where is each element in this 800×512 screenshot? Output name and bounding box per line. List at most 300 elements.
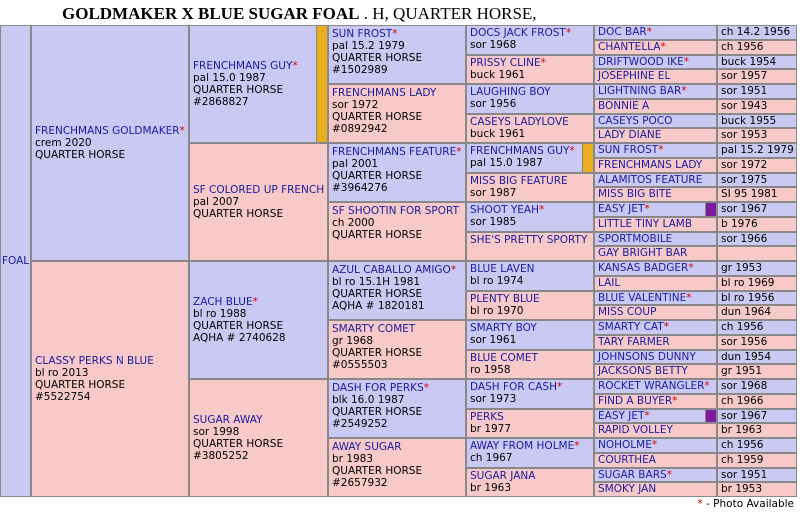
gen4-horse-cell xyxy=(466,409,594,439)
gen4-horse-cell xyxy=(466,114,594,144)
horse-breed: QUARTER HORSE xyxy=(35,379,126,391)
gen2-horse-name[interactable] xyxy=(193,184,324,196)
horse-breed: QUARTER HORSE xyxy=(193,84,284,96)
gen3-horse-cell xyxy=(328,438,466,497)
gen5-horse-name[interactable] xyxy=(598,247,713,260)
gen4-horse-name[interactable] xyxy=(470,293,590,305)
gen3-horse-name[interactable] xyxy=(332,28,462,40)
gen4-horse-name[interactable] xyxy=(470,175,590,187)
gen5-horse-name[interactable] xyxy=(598,70,713,83)
horse-details: pal 15.0 1987 xyxy=(193,72,266,84)
horse-name[interactable]: SF COLORED UP FRENCH xyxy=(193,184,325,196)
photo-star-icon: * xyxy=(292,60,298,72)
photo-star-icon: * xyxy=(663,321,669,333)
horse-details: buck 1961 xyxy=(470,127,526,140)
gen2-horse-name[interactable] xyxy=(193,60,324,72)
horse-name[interactable]: DRIFTWOOD IKE xyxy=(598,55,684,68)
horse-name[interactable]: PRISSY CLINE xyxy=(470,56,541,69)
gen5-horse-cell xyxy=(594,187,717,202)
gen5-horse-cell xyxy=(594,468,717,483)
gen5-horse-info: ch 1966 xyxy=(717,394,797,409)
horse-details: pal 15.0 1987 xyxy=(470,157,543,169)
color-marker-purple xyxy=(705,409,717,424)
horse-details: pal 2001 xyxy=(332,158,379,170)
horse-details: ch 2000 xyxy=(332,217,375,229)
horse-details: sor 1972 xyxy=(332,99,379,111)
gen5-horse-name[interactable] xyxy=(598,439,713,452)
gen4-horse-name[interactable] xyxy=(470,86,590,98)
gen4-horse-name[interactable] xyxy=(470,381,590,393)
gen5-horse-info: gr 1953 xyxy=(717,261,797,276)
gen5-horse-name[interactable] xyxy=(598,174,713,187)
gen3-horse-name[interactable] xyxy=(332,87,462,99)
gen4-horse-cell xyxy=(466,379,594,409)
gen5-horse-cell xyxy=(594,173,717,188)
horse-name[interactable]: CASEYS POCO xyxy=(598,114,673,127)
gen4-horse-cell xyxy=(466,55,594,85)
horse-name[interactable]: MISS COUP xyxy=(598,306,657,319)
gen4-horse-name[interactable] xyxy=(470,234,590,246)
gen5-horse-cell xyxy=(594,69,717,84)
horse-name[interactable]: LADY DIANE xyxy=(598,129,662,142)
gen5-horse-cell xyxy=(594,423,717,438)
horse-name[interactable]: FRENCHMANS GUY xyxy=(470,145,570,157)
horse-name[interactable]: FRENCHMANS GOLDMAKER xyxy=(35,125,180,137)
horse-registration: AQHA # 2740628 xyxy=(193,332,286,344)
horse-name[interactable]: CLASSY PERKS N BLUE xyxy=(35,355,154,367)
horse-name[interactable]: SHE'S PRETTY SPORTY xyxy=(470,233,588,246)
gen5-horse-name[interactable] xyxy=(598,351,713,364)
horse-name[interactable]: DASH FOR CASH xyxy=(470,381,557,393)
horse-name[interactable]: FRENCHMANS FEATURE xyxy=(332,146,457,158)
horse-details: blk 16.0 1987 xyxy=(332,394,405,406)
gen4-horse-cell xyxy=(466,173,594,203)
gen2-horse-cell xyxy=(189,25,328,143)
gen4-horse-name[interactable] xyxy=(470,27,590,39)
page-title-suffix: . H, QUARTER HORSE, xyxy=(359,4,537,23)
gen5-horse-info: ch 14.2 1956 xyxy=(717,25,797,40)
gen5-horse-name[interactable] xyxy=(598,292,713,305)
gen2-horse-cell xyxy=(189,143,328,261)
gen2-horse-cell xyxy=(189,261,328,379)
horse-name[interactable]: MISS BIG BITE xyxy=(598,188,672,201)
gen5-horse-name[interactable] xyxy=(598,469,713,482)
horse-name[interactable]: SUN FROST xyxy=(598,144,659,156)
horse-details: br 1983 xyxy=(332,453,374,465)
horse-details: buck 1961 xyxy=(470,68,526,81)
photo-star-icon: * xyxy=(456,146,462,158)
horse-name[interactable]: SHOOT YEAH xyxy=(470,204,539,216)
gen5-horse-cell xyxy=(594,394,717,409)
photo-star-icon: * xyxy=(672,394,678,407)
horse-registration: #0892942 xyxy=(332,123,388,135)
gen3-horse-name[interactable] xyxy=(332,146,462,158)
gen5-horse-info: sor 1953 xyxy=(717,128,797,143)
photo-star-icon: * xyxy=(179,125,185,137)
gen5-horse-cell xyxy=(594,143,717,158)
photo-star-icon: * xyxy=(565,27,572,39)
gen5-horse-cell xyxy=(594,202,717,217)
horse-name[interactable]: MISS BIG FEATURE xyxy=(470,174,568,187)
gen5-horse-name[interactable] xyxy=(598,380,713,393)
gen5-horse-info: sor 1972 xyxy=(717,158,797,173)
gen5-horse-info: sor 1943 xyxy=(717,99,797,114)
gen3-horse-name[interactable] xyxy=(332,441,462,453)
horse-name[interactable]: LAUGHING BOY xyxy=(470,86,551,98)
gen4-horse-cell xyxy=(466,25,594,55)
gen5-horse-name[interactable] xyxy=(598,483,713,496)
horse-details: sor 1985 xyxy=(470,216,517,228)
gen3-horse-name[interactable] xyxy=(332,382,462,394)
gen4-horse-name[interactable] xyxy=(470,263,590,275)
photo-star-icon: * xyxy=(688,262,694,274)
gen5-horse-cell xyxy=(594,276,717,291)
photo-star-icon: * xyxy=(681,85,687,97)
gen4-horse-cell xyxy=(466,232,594,262)
horse-name[interactable]: LAIL xyxy=(598,276,621,289)
horse-name[interactable]: SUGAR JANA xyxy=(470,469,536,482)
gen5-horse-info: sor 1966 xyxy=(717,232,797,247)
page-title xyxy=(62,4,537,24)
photo-star-icon: * xyxy=(450,264,457,276)
gen5-horse-cell xyxy=(594,84,717,99)
gen5-horse-info: dun 1954 xyxy=(717,350,797,365)
gen5-horse-info: pal 15.2 1979 xyxy=(717,143,797,158)
horse-registration: #2657932 xyxy=(332,477,388,489)
gen5-horse-name[interactable] xyxy=(598,41,713,54)
gen3-horse-name[interactable] xyxy=(332,323,462,335)
gen5-horse-name[interactable] xyxy=(598,218,713,231)
gen4-horse-cell xyxy=(466,84,594,114)
color-marker-purple xyxy=(705,202,717,217)
horse-name[interactable]: CHANTELLA xyxy=(598,40,661,53)
horse-name[interactable]: DOC BAR xyxy=(598,26,647,38)
horse-name[interactable]: FRENCHMANS LADY xyxy=(332,87,437,99)
horse-details: pal 15.2 1979 xyxy=(332,40,405,52)
horse-name[interactable]: FRENCHMANS GUY xyxy=(193,60,293,72)
horse-name[interactable]: TARY FARMER xyxy=(598,335,670,348)
photo-star-icon: * xyxy=(540,56,546,69)
horse-details: sor 1956 xyxy=(470,98,517,110)
gen5-horse-cell xyxy=(594,40,717,55)
gen4-horse-cell xyxy=(466,320,594,350)
horse-name[interactable]: SMARTY COMET xyxy=(332,323,416,335)
gen5-horse-cell xyxy=(594,99,717,114)
gen5-horse-info: ch 1956 xyxy=(717,438,797,453)
gen4-horse-cell xyxy=(466,202,594,232)
gen5-horse-info: bl ro 1956 xyxy=(717,291,797,306)
gen4-horse-cell xyxy=(466,143,594,173)
horse-name[interactable]: ZACH BLUE xyxy=(193,296,253,308)
horse-name[interactable]: FIND A BUYER xyxy=(598,394,673,407)
horse-breed: QUARTER HORSE xyxy=(193,438,284,450)
gen5-horse-name[interactable] xyxy=(598,233,713,246)
gen5-horse-name[interactable] xyxy=(598,144,713,157)
gen5-horse-cell xyxy=(594,305,717,320)
gen4-horse-cell xyxy=(466,350,594,380)
horse-name[interactable]: PERKS xyxy=(470,410,504,423)
gen1-horse-cell xyxy=(31,261,189,497)
gen5-horse-cell xyxy=(594,320,717,335)
photo-star-icon: * xyxy=(538,204,545,216)
foal-label[interactable]: FOAL xyxy=(2,255,30,267)
gen5-horse-info: ch 1956 xyxy=(717,40,797,55)
photo-star-icon: * xyxy=(660,40,666,53)
gen5-horse-info: sor 1975 xyxy=(717,173,797,188)
photo-star-icon: * xyxy=(557,381,563,393)
horse-breed: QUARTER HORSE xyxy=(332,347,423,359)
gen5-horse-cell xyxy=(594,158,717,173)
gen5-horse-name[interactable] xyxy=(598,277,713,290)
horse-name[interactable]: JOHNSONS DUNNY xyxy=(598,350,696,363)
photo-star-icon: * xyxy=(646,26,652,38)
photo-star-icon: * xyxy=(658,144,664,156)
horse-name[interactable]: BLUE COMET xyxy=(470,351,538,364)
horse-name[interactable]: GAY BRIGHT BAR xyxy=(598,247,688,260)
gen5-horse-name[interactable] xyxy=(598,26,713,39)
gen5-horse-info: sor 1951 xyxy=(717,468,797,483)
horse-name[interactable]: SUGAR BARS xyxy=(598,468,667,481)
horse-name[interactable]: AWAY SUGAR xyxy=(332,441,402,453)
photo-star-icon: * xyxy=(651,439,658,451)
horse-details: crem 2020 xyxy=(35,137,92,149)
horse-breed: QUARTER HORSE xyxy=(332,406,423,418)
gen5-horse-name[interactable] xyxy=(598,159,713,172)
horse-details: pal 2007 xyxy=(193,196,240,208)
gen5-horse-name[interactable] xyxy=(598,454,713,467)
color-marker-orange xyxy=(316,25,328,143)
photo-star-icon: * xyxy=(683,55,689,68)
horse-name[interactable]: BLUE LAVEN xyxy=(470,263,535,275)
gen5-horse-info: buck 1954 xyxy=(717,55,797,70)
gen5-horse-cell xyxy=(594,114,717,129)
horse-name[interactable]: SF SHOOTIN FOR SPORT xyxy=(332,205,459,217)
gen5-horse-name[interactable] xyxy=(598,188,713,201)
gen4-horse-name[interactable] xyxy=(470,440,590,452)
horse-details: ro 1958 xyxy=(470,363,511,376)
photo-star-icon: * xyxy=(666,468,672,481)
gen5-horse-cell xyxy=(594,409,717,424)
horse-name[interactable]: AZUL CABALLO AMIGO xyxy=(332,264,451,276)
gen5-horse-info: b 1976 xyxy=(717,217,797,232)
gen4-horse-name[interactable] xyxy=(470,57,590,69)
horse-breed: QUARTER HORSE xyxy=(193,320,284,332)
photo-star-icon: * xyxy=(392,28,398,40)
gen5-horse-name[interactable] xyxy=(598,306,713,319)
gen5-horse-info xyxy=(717,246,797,261)
horse-registration: #2549252 xyxy=(332,418,388,430)
gen5-horse-cell xyxy=(594,55,717,70)
gen5-horse-cell xyxy=(594,379,717,394)
horse-name[interactable]: DOCS JACK FROST xyxy=(470,27,566,39)
horse-breed: QUARTER HORSE xyxy=(332,111,423,123)
gen5-horse-name[interactable] xyxy=(598,395,713,408)
gen5-horse-cell xyxy=(594,128,717,143)
horse-name[interactable]: SPORTMOBILE xyxy=(598,232,673,245)
photo-star-icon: * xyxy=(423,382,429,394)
horse-name[interactable]: SUN FROST xyxy=(332,28,393,40)
gen5-horse-name[interactable] xyxy=(598,100,713,113)
gen2-horse-name[interactable] xyxy=(193,414,324,426)
horse-breed: QUARTER HORSE xyxy=(332,170,423,182)
gen2-horse-name[interactable] xyxy=(193,296,324,308)
photo-star-icon: * xyxy=(697,498,703,510)
horse-details: sor 1973 xyxy=(470,393,517,405)
horse-name[interactable]: LITTLE TINY LAMB xyxy=(598,217,693,230)
gen1-horse-name[interactable] xyxy=(35,355,185,367)
gen5-horse-info: sor 1951 xyxy=(717,84,797,99)
gen5-horse-info: SI 95 1981 xyxy=(717,187,797,202)
photo-star-icon: * xyxy=(644,409,650,422)
gen5-horse-info: buck 1955 xyxy=(717,114,797,129)
gen4-horse-cell xyxy=(466,261,594,291)
horse-name[interactable]: LIGHTNING BAR xyxy=(598,85,682,97)
horse-details: ch 1967 xyxy=(470,452,513,464)
horse-breed: QUARTER HORSE xyxy=(332,465,423,477)
gen5-horse-cell xyxy=(594,291,717,306)
gen5-horse-info: br 1953 xyxy=(717,482,797,497)
gen4-horse-name[interactable] xyxy=(470,204,590,216)
gen5-horse-name[interactable] xyxy=(598,424,713,437)
horse-breed: QUARTER HORSE xyxy=(332,288,423,300)
gen5-horse-name[interactable] xyxy=(598,85,713,98)
gen5-horse-cell xyxy=(594,350,717,365)
photo-star-icon: * xyxy=(569,145,575,157)
gen5-horse-cell xyxy=(594,364,717,379)
gen5-horse-name[interactable] xyxy=(598,336,713,349)
gen5-horse-info: gr 1951 xyxy=(717,364,797,379)
gen4-horse-name[interactable] xyxy=(470,411,590,423)
horse-registration: #5522754 xyxy=(35,391,91,403)
horse-details: bl ro 1970 xyxy=(470,304,524,317)
horse-name[interactable]: ROCKET WRANGLER xyxy=(598,380,705,392)
gen3-horse-name[interactable] xyxy=(332,205,462,217)
gen4-horse-cell xyxy=(466,291,594,321)
horse-name[interactable]: RAPID VOLLEY xyxy=(598,424,673,437)
gen5-horse-cell xyxy=(594,438,717,453)
gen3-horse-name[interactable] xyxy=(332,264,462,276)
gen3-horse-cell xyxy=(328,379,466,438)
gen4-horse-name[interactable] xyxy=(470,470,590,482)
gen5-horse-info: ch 1956 xyxy=(717,320,797,335)
horse-name[interactable]: EASY JET xyxy=(598,409,645,422)
gen5-horse-name[interactable] xyxy=(598,262,713,275)
horse-details: bl ro 2013 xyxy=(35,367,89,379)
gen5-horse-info: ch 1959 xyxy=(717,453,797,468)
horse-name[interactable]: BONNIE A xyxy=(598,99,650,112)
horse-registration: #2868827 xyxy=(193,96,249,108)
photo-star-icon: * xyxy=(686,291,692,304)
photo-star-icon: * xyxy=(704,380,710,392)
horse-name[interactable]: NOHOLME xyxy=(598,439,652,451)
gen4-horse-name[interactable] xyxy=(470,145,590,157)
horse-registration: #3805252 xyxy=(193,450,249,462)
horse-registration: #1502989 xyxy=(332,64,388,76)
horse-name[interactable]: EASY JET xyxy=(598,203,645,215)
page-title-main: GOLDMAKER X BLUE SUGAR FOAL xyxy=(62,4,360,23)
gen5-horse-cell xyxy=(594,335,717,350)
photo-star-icon: * xyxy=(574,440,580,452)
gen5-horse-info: dun 1964 xyxy=(717,305,797,320)
horse-registration: #3964276 xyxy=(332,182,388,194)
horse-name[interactable]: COURTHEA xyxy=(598,453,656,466)
pedigree-chart xyxy=(0,25,797,497)
horse-name[interactable]: AWAY FROM HOLME xyxy=(470,440,575,452)
gen5-horse-cell xyxy=(594,261,717,276)
gen5-horse-name[interactable] xyxy=(598,365,713,378)
horse-name[interactable]: FRENCHMANS LADY xyxy=(598,158,703,171)
gen5-horse-cell xyxy=(594,232,717,247)
horse-registration: AQHA # 1820181 xyxy=(332,300,425,312)
gen5-horse-name[interactable] xyxy=(598,56,713,69)
gen5-horse-name[interactable] xyxy=(598,129,713,142)
horse-name[interactable]: JOSEPHINE EL xyxy=(598,70,671,83)
horse-details: sor 1961 xyxy=(470,334,517,346)
horse-name[interactable]: DASH FOR PERKS xyxy=(332,382,424,394)
horse-breed: QUARTER HORSE xyxy=(332,52,423,64)
photo-legend xyxy=(697,498,794,510)
horse-name[interactable]: SUGAR AWAY xyxy=(193,414,263,426)
gen4-horse-cell xyxy=(466,438,594,468)
gen5-horse-name[interactable] xyxy=(598,321,713,334)
horse-breed: QUARTER HORSE xyxy=(332,229,423,241)
gen5-horse-info: sor 1957 xyxy=(717,69,797,84)
gen5-horse-info: bl ro 1969 xyxy=(717,276,797,291)
horse-details: gr 1968 xyxy=(332,335,374,347)
horse-name[interactable]: BLUE VALENTINE xyxy=(598,291,687,304)
horse-name[interactable]: CASEYS LADYLOVE xyxy=(470,115,569,128)
photo-legend-text: - Photo Available xyxy=(702,498,794,510)
photo-star-icon: * xyxy=(252,296,258,308)
horse-name[interactable]: ALAMITOS FEATURE xyxy=(598,173,703,186)
horse-details: bl ro 1974 xyxy=(470,275,524,287)
gen5-horse-cell xyxy=(594,482,717,497)
horse-details: br 1963 xyxy=(470,481,512,494)
horse-breed: QUARTER HORSE xyxy=(193,208,284,220)
gen5-horse-name[interactable] xyxy=(598,410,713,423)
gen5-horse-cell xyxy=(594,246,717,261)
color-marker-orange xyxy=(582,143,594,173)
horse-name[interactable]: KANSAS BADGER xyxy=(598,262,689,274)
horse-name[interactable]: PLENTY BLUE xyxy=(470,292,540,305)
gen3-horse-cell xyxy=(328,84,466,143)
horse-name[interactable]: SMARTY CAT xyxy=(598,321,664,333)
horse-details: sor 1998 xyxy=(193,426,240,438)
gen5-horse-info: sor 1956 xyxy=(717,335,797,350)
horse-registration: #0555503 xyxy=(332,359,388,371)
horse-name[interactable]: SMARTY BOY xyxy=(470,322,537,334)
gen4-horse-name[interactable] xyxy=(470,322,590,334)
foal-cell xyxy=(0,25,31,497)
gen5-horse-info: sor 1968 xyxy=(717,379,797,394)
horse-name[interactable]: JACKSONS BETTY xyxy=(598,365,688,378)
horse-details: sor 1968 xyxy=(470,39,517,51)
gen5-horse-name[interactable] xyxy=(598,115,713,128)
gen1-horse-name[interactable] xyxy=(35,125,185,137)
gen3-horse-cell xyxy=(328,202,466,261)
gen5-horse-cell xyxy=(594,453,717,468)
horse-name[interactable]: SMOKY JAN xyxy=(598,483,657,496)
gen4-horse-name[interactable] xyxy=(470,116,590,128)
gen1-horse-cell xyxy=(31,25,189,261)
horse-breed: QUARTER HORSE xyxy=(35,149,126,161)
horse-details: sor 1987 xyxy=(470,186,517,199)
gen5-horse-cell xyxy=(594,217,717,232)
gen5-horse-name[interactable] xyxy=(598,203,713,216)
gen5-horse-info: sor 1967 xyxy=(717,409,797,424)
gen4-horse-name[interactable] xyxy=(470,352,590,364)
gen2-horse-cell xyxy=(189,379,328,497)
